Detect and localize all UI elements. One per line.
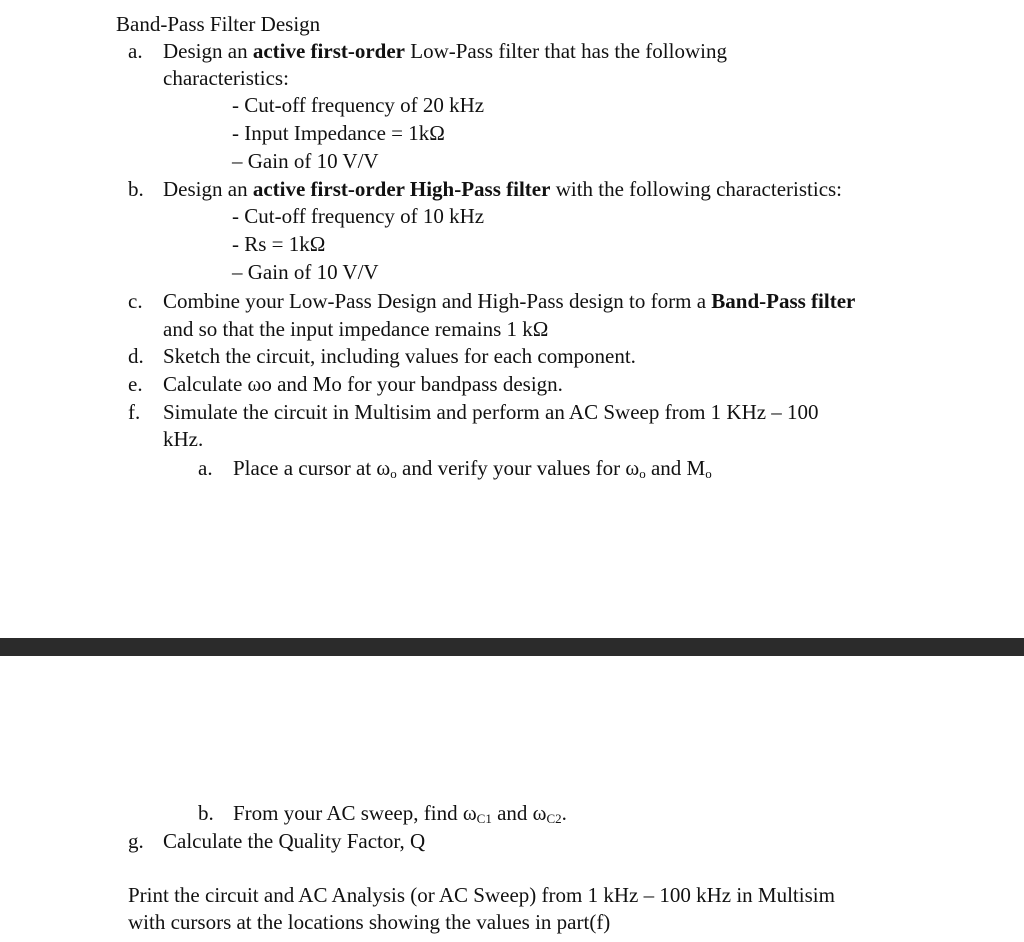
item-b-spec: - Rs = 1kΩ <box>232 232 326 256</box>
page-divider-bar <box>0 638 1024 656</box>
item-d-marker: d. <box>128 344 144 368</box>
footer-line-1: Print the circuit and AC Analysis (or AC Sweep) from 1 kHz – 100 kHz in Multisim <box>128 883 835 907</box>
item-a-spec: – Gain of 10 V/V <box>232 149 379 173</box>
item-f-continuation: kHz. <box>163 427 204 451</box>
item-a-spec: - Cut-off frequency of 20 kHz <box>232 93 485 117</box>
item-f-sub-b-marker: b. <box>198 801 214 825</box>
item-e-text: Calculate ωo and Mo for your bandpass design. <box>163 372 563 396</box>
item-e-marker: e. <box>128 372 143 396</box>
item-d-text: Sketch the circuit, including values for each component. <box>163 344 636 368</box>
item-f-sub-b-text: From your AC sweep, find $\omega_{C1}$ and $\omega_{C2}$. <box>233 801 567 826</box>
item-a-continuation: characteristics: <box>163 66 289 90</box>
item-b-spec: - Cut-off frequency of 10 kHz <box>232 204 485 228</box>
item-f-sub-a-marker: a. <box>198 456 213 480</box>
item-f-marker: f. <box>128 400 141 424</box>
item-b-marker: b. <box>128 177 144 201</box>
item-g-text: Calculate the Quality Factor, Q <box>163 829 426 853</box>
item-f-text: Simulate the circuit in Multisim and perform an AC Sweep from 1 KHz – 100 <box>163 400 819 424</box>
item-b-spec: – Gain of 10 V/V <box>232 260 379 284</box>
item-g-marker: g. <box>128 829 144 853</box>
item-a-line: Design an active first-order Low-Pass filter that has the following <box>163 39 727 63</box>
item-c-line: Combine your Low-Pass Design and High-Pass design to form a Band-Pass filter <box>163 289 856 313</box>
item-f-sub-a-text: Place a cursor at $\omega_o$ and verify your values for $\omega_o$ and $M_o$ <box>233 456 712 481</box>
item-c-marker: c. <box>128 289 143 313</box>
item-a-spec: - Input Impedance = 1kΩ <box>232 121 445 145</box>
item-a-marker: a. <box>128 39 143 63</box>
item-b-line: Design an active first-order High-Pass filter with the following characteristics: <box>163 177 843 201</box>
item-c-continuation: and so that the input impedance remains 1 kΩ <box>163 317 549 341</box>
footer-line-2: with cursors at the locations showing the values in part(f) <box>128 910 611 934</box>
page-title: Band-Pass Filter Design <box>116 12 321 36</box>
